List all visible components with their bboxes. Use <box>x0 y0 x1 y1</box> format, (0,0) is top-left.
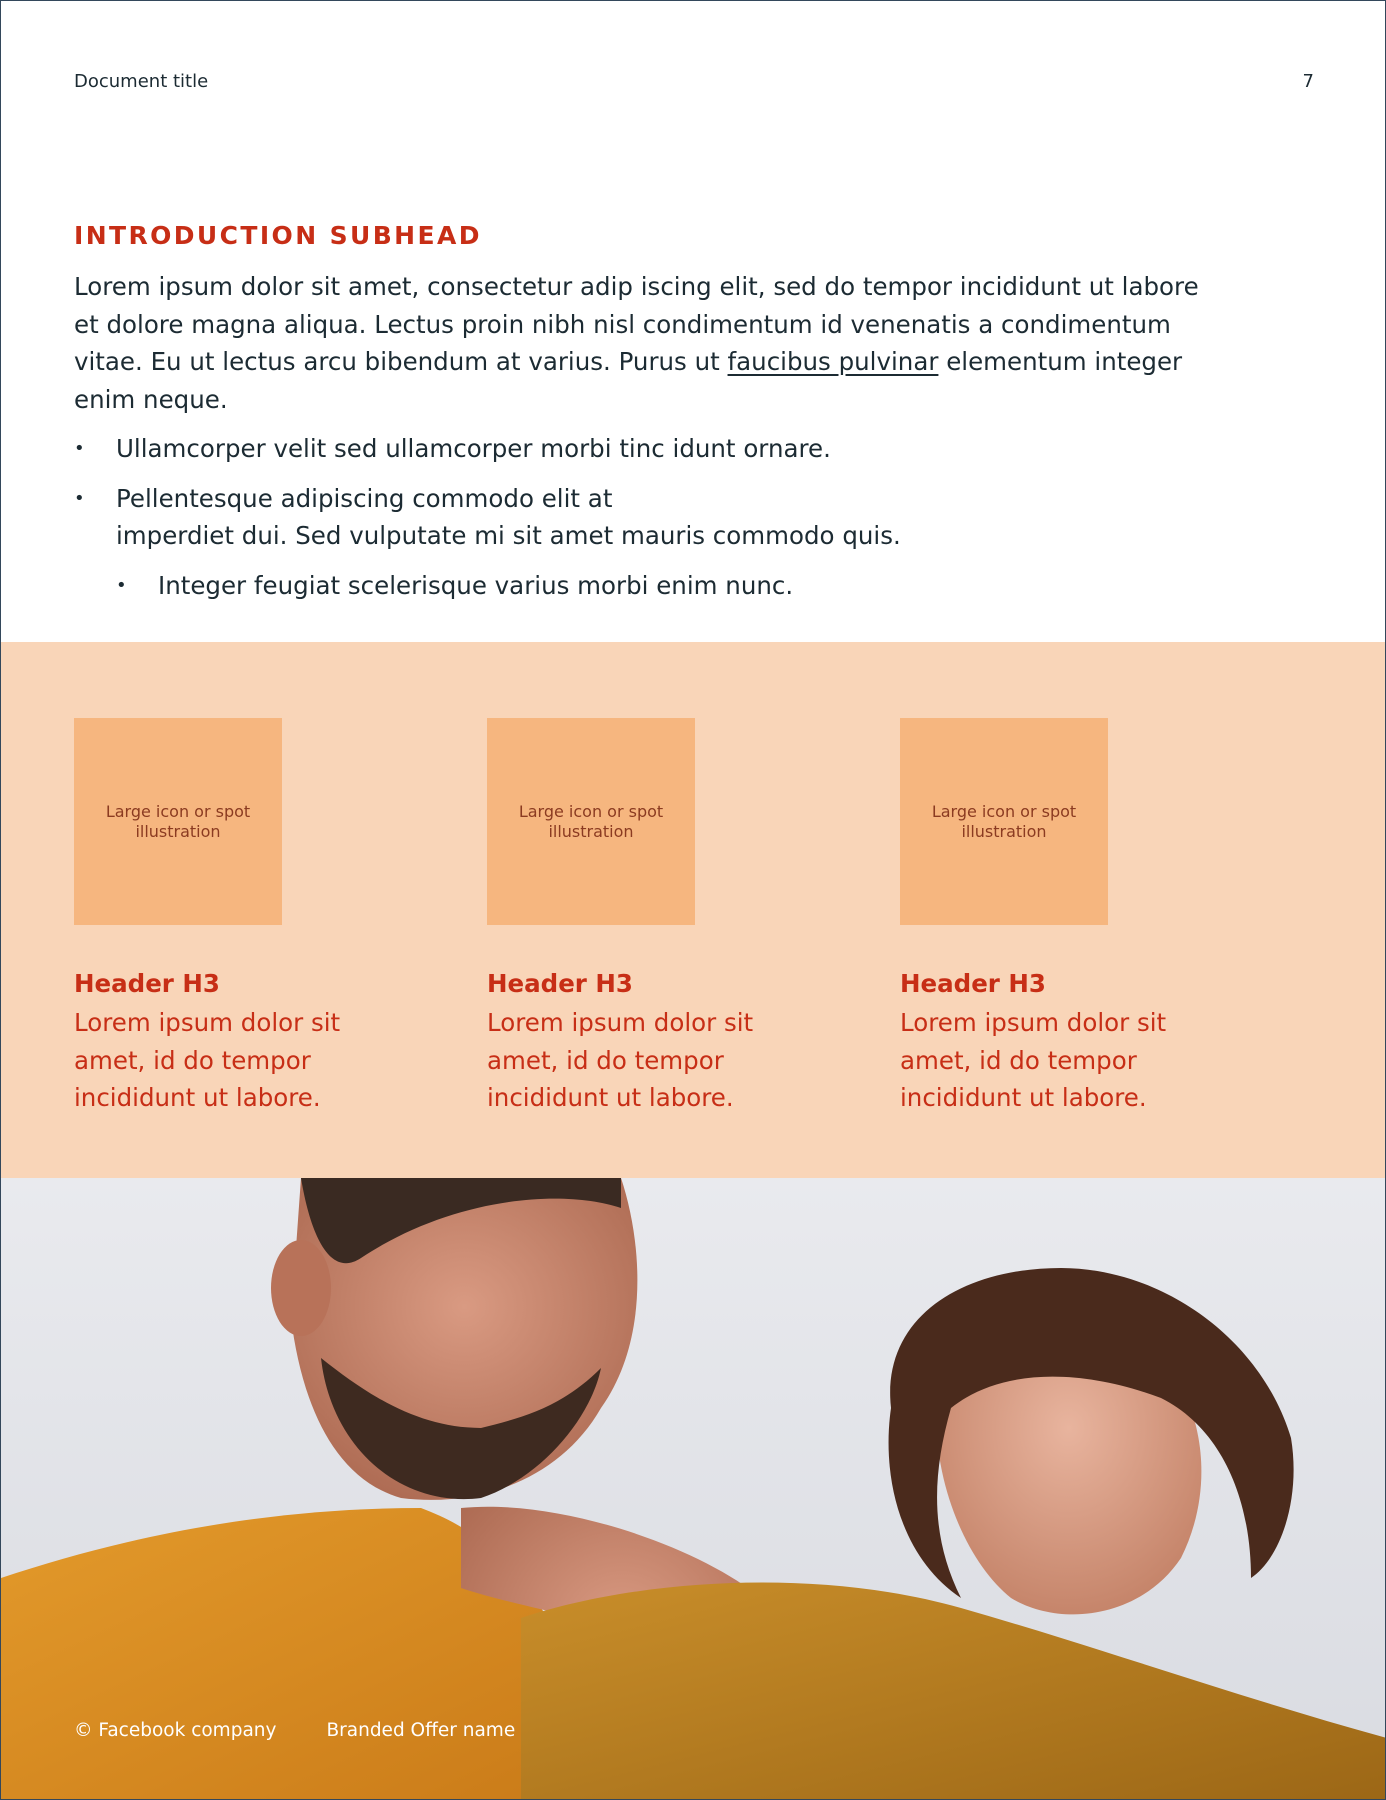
page-number: 7 <box>1302 71 1314 92</box>
spot-illustration-label: Large icon or spot illustration <box>518 801 664 841</box>
spot-illustration-label: Large icon or spot illustration <box>931 801 1077 841</box>
list-item-text-line1: Pellentesque adipiscing commodo elit at <box>116 483 613 513</box>
list-item <box>74 480 1214 555</box>
running-header <box>74 71 1314 92</box>
bullet-icon: • <box>116 574 127 596</box>
card-body: Lorem ipsum dolor sit amet, id do tempor incididunt ut labore. <box>74 1008 341 1112</box>
introduction-section <box>74 221 1214 616</box>
feature-card-3 <box>900 718 1230 1117</box>
bullet-list <box>74 430 1214 604</box>
lead-text-end: elementum integer enim neque. <box>74 347 1183 414</box>
card-body: Lorem ipsum dolor sit amet, id do tempor incididunt ut labore. <box>900 1008 1167 1112</box>
feature-card-1 <box>74 718 404 1117</box>
feature-card-2 <box>487 718 817 1117</box>
document-title: Document title <box>74 71 209 92</box>
spot-illustration-label: Large icon or spot illustration <box>105 801 251 841</box>
card-heading: Header H3 <box>900 969 1046 998</box>
card-heading: Header H3 <box>487 969 633 998</box>
list-item-text: Integer feugiat scelerisque varius morbi enim nunc. <box>158 570 794 600</box>
introduction-subhead: INTRODUCTION SUBHEAD <box>74 221 482 250</box>
bullet-icon: • <box>74 438 85 459</box>
spot-illustration-placeholder <box>900 718 1108 925</box>
feature-band <box>1 642 1386 1178</box>
footer-company: © Facebook company <box>74 1720 277 1741</box>
faucibus-pulvinar-link[interactable]: faucibus pulvinar <box>727 347 939 376</box>
card-body: Lorem ipsum dolor sit amet, id do tempor incididunt ut labore. <box>487 1008 754 1112</box>
list-item-text-line2: imperdiet dui. Sed vulputate mi sit amet mauris commodo quis. <box>116 521 901 550</box>
spot-illustration-placeholder <box>74 718 282 925</box>
list-item-text: Ullamcorper velit sed ullamcorper morbi tinc idunt ornare. <box>116 434 831 463</box>
nested-list-item <box>74 567 1214 605</box>
page-footer <box>74 1720 515 1741</box>
two-men-photo-illustration <box>1 1178 1386 1800</box>
card-heading: Header H3 <box>74 969 220 998</box>
spot-illustration-placeholder <box>487 718 695 925</box>
bullet-icon: • <box>74 487 85 509</box>
list-item <box>74 430 1214 468</box>
footer-offer-name: Branded Offer name <box>326 1720 516 1741</box>
hero-photo <box>1 1178 1386 1800</box>
lead-text-start: Lorem ipsum dolor sit amet, consectetur adip iscing elit, sed do tempor incididunt ut labore et dolore magna aliqua. Lectus proin nibh nisl condimentum id venenatis a condimentum vitae. Eu ut lectus arcu bibendum at varius. Purus ut <box>74 272 1199 376</box>
introduction-paragraph <box>74 268 1214 418</box>
